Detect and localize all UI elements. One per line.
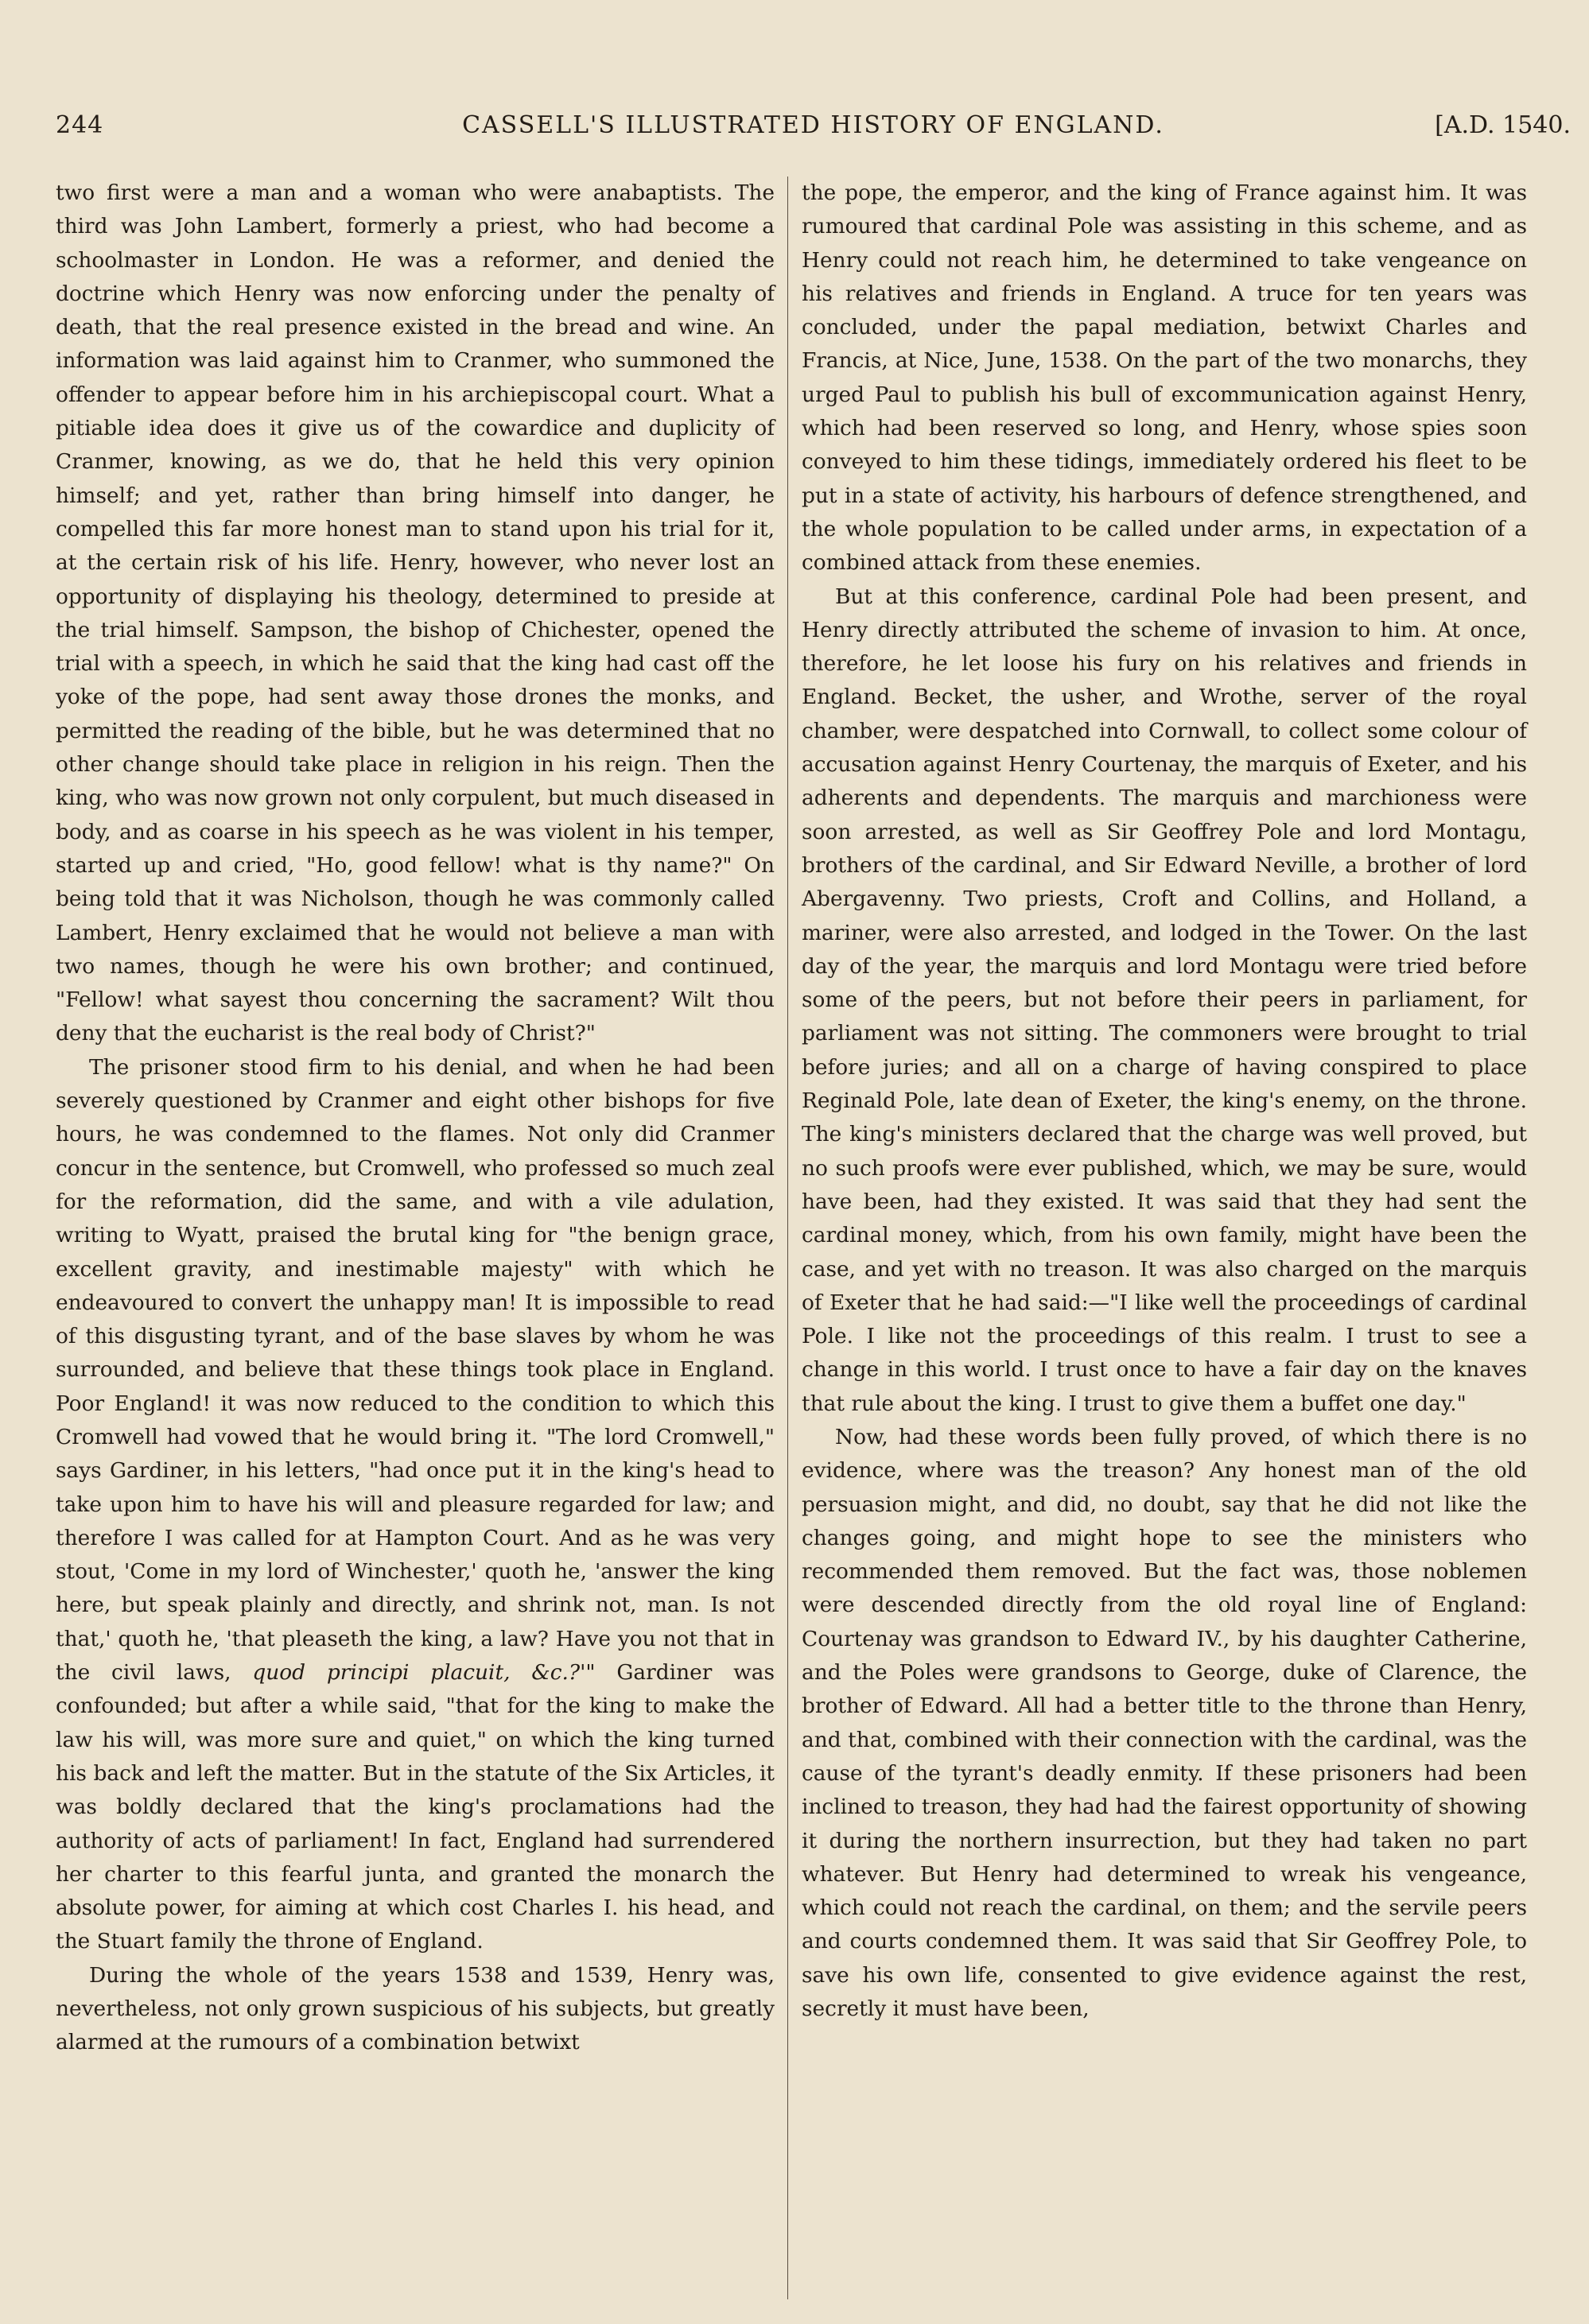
right-paragraph-1: the pope, the emperor, and the king of France against him. It was rumoured that cardinal Pole was assisting in this scheme, and as Henry could not reach him, he determined to take vengeance on his relatives and friends in England. A truce for ten years was concluded, under the papal mediation, betwixt Charles and Francis, at Nice, June, 1538. On the part of the two monarchs, they urged Paul to publish his bull of excommunication against Henry, which had been reserved so long, and Henry, whose spies soon conveyed to him these tidings, immediately ordered his fleet to be put in a state of activity, his harbours of defence strengthened, and the whole population to be called under arms, in expectation of a combined attack from these enemies. (802, 180, 1527, 576)
latin-quote: quod principi placuit, &c.? (252, 1660, 581, 1686)
page-header (56, 111, 1571, 151)
right-column (802, 177, 1527, 2026)
column-divider (787, 177, 788, 2299)
date-label: [A.D. 1540. (1435, 111, 1571, 139)
left-paragraph-2-text-a: The prisoner stood firm to his denial, and when he had been severely questioned by Cranmer and eight other bishops for five hours, he was condemned to the flames. Not only did Cranmer concur in the sentence, but Cromwell, who professed so much zeal for the reformation, did the same, and with a vile adulation, writing to Wyatt, praised the brutal king for "the benign grace, excellent gravity, and inestimable majesty" with which he endeavoured to convert the unhappy man! It is impossible to read of this disgusting tyrant, and of the base slaves by whom he was surrounded, and believe that these things took place in England. Poor England! it was now reduced to the condition to which this Cromwell had vowed that he would bring it. "The lord Cromwell," says Gardiner, in his letters, "had once put it in the king's head to take upon him to have his will and pleasure regarded for law; and therefore I was called for at Hampton Court. And as he was very stout, 'Come in my lord of Winchester,' quoth he, 'answer the king here, but speak plainly and directly, and shrink not, man. Is not that,' quoth he, 'that pleaseth the king, a law? Have you not that in the civil laws, (56, 1054, 775, 1686)
left-paragraph-1: two first were a man and a woman who were anabaptists. The third was John Lambert, formerly a priest, who had become a schoolmaster in London. He was a reformer, and denied the doctrine which Henry was now enforcing under the penalty of death, that the real presence existed in the bread and wine. An information was laid against him to Cranmer, who summoned the offender to appear before him in his archiepiscopal court. What a pitiable idea does it give us of the cowardice and duplicity of Cranmer, knowing, as we do, that he held this very opinion himself; and yet, rather than bring himself into danger, he compelled this far more honest man to stand upon his trial for it, at the certain risk of his life. Henry, however, who never lost an opportunity of displaying his theology, determined to preside at the trial himself. Sampson, the bishop of Chichester, opened the trial with a speech, in which he said that the king had cast off the yoke of the pope, had sent away those drones the monks, and permitted the reading of the bible, but he was determined that no other change should take place in religion in his reign. Then the king, who was now grown not only corpulent, but much diseased in body, and as coarse in his speech as he was violent in his temper, started up and cried, "Ho, good fellow! what is thy name?" On being told that it was Nicholson, though he was commonly called Lambert, Henry exclaimed that he would not believe a man with two names, though he were his own brother; and continued, "Fellow! what sayest thou concerning the sacrament? Wilt thou deny that the eucharist is the real body of Christ?" (56, 180, 775, 1046)
left-paragraph-3: During the whole of the years 1538 and 1539, Henry was, nevertheless, not only grown suspicious of his subjects, but greatly alarmed at the rumours of a combination betwixt (56, 1962, 775, 2055)
left-paragraph-2-text-b: '" Gardiner was confounded; but after a while said, "that for the king to make the law his will, was more sure and quiet," on which the king turned his back and left the matter. But in the statute of the Six Articles, it was boldly declared that the king's proclamations had the authority of acts of parliament! In fact, England had surrendered her charter to this fearful junta, and granted the monarch the absolute power, for aiming at which cost Charles I. his head, and the Stuart family the throne of England. (56, 1660, 775, 1954)
page-number: 244 (56, 111, 104, 139)
right-paragraph-2: But at this conference, cardinal Pole had been present, and Henry directly attributed the scheme of invasion to him. At once, therefore, he let loose his fury on his relatives and friends in England. Becket, the usher, and Wrothe, server of the royal chamber, were despatched into Cornwall, to collect some colour of accusation against Henry Courtenay, the marquis of Exeter, and his adherents and dependents. The marquis and marchioness were soon arrested, as well as Sir Geoffrey Pole and lord Montagu, brothers of the cardinal, and Sir Edward Neville, a brother of lord Abergavenny. Two priests, Croft and Collins, and Holland, a mariner, were also arrested, and lodged in the Tower. On the last day of the year, the marquis and lord Montagu were tried before some of the peers, but not before their peers in parliament, for parliament was not sitting. The commoners were brought to trial before juries; and all on a charge of having conspired to place Reginald Pole, late dean of Exeter, the king's enemy, on the throne. The king's ministers declared that the charge was well proved, but no such proofs were ever published, which, we may be sure, would have been, had they existed. It was said that they had sent the cardinal money, which, from his own family, might have been the case, and yet with no treason. It was also charged on the marquis of Exeter that he had said:—"I like well the proceedings of cardinal Pole. I like not the proceedings of this realm. I trust to see a change in this world. I trust once to have a fair day on the knaves that rule about the king. I trust to give them a buffet one day." (802, 584, 1527, 1416)
left-column (56, 177, 775, 2060)
running-title: CASSELL'S ILLUSTRATED HISTORY OF ENGLAND. (462, 111, 1164, 139)
right-paragraph-3: Now, had these words been fully proved, of which there is no evidence, where was the treason? Any honest man of the old persuasion might, and did, no doubt, say that he did not like the changes going, and might hope to see the ministers who recommended them removed. But the fact was, those noblemen were descended directly from the old royal line of England: Courtenay was grandson to Edward IV., by his daughter Catherine, and the Poles were grandsons to George, duke of Clarence, the brother of Edward. All had a better title to the throne than Henry, and that, combined with their connection with the cardinal, was the cause of the tyrant's deadly enmity. If these prisoners had been inclined to treason, they had had the fairest opportunity of showing it during the northern insurrection, but they had taken no part whatever. But Henry had determined to wreak his vengeance, which could not reach the cardinal, on them; and the servile peers and courts condemned them. It was said that Sir Geoffrey Pole, to save his own life, consented to give evidence against the rest, secretly it must have been, (802, 1424, 1527, 2022)
left-paragraph-2 (56, 1051, 775, 1959)
